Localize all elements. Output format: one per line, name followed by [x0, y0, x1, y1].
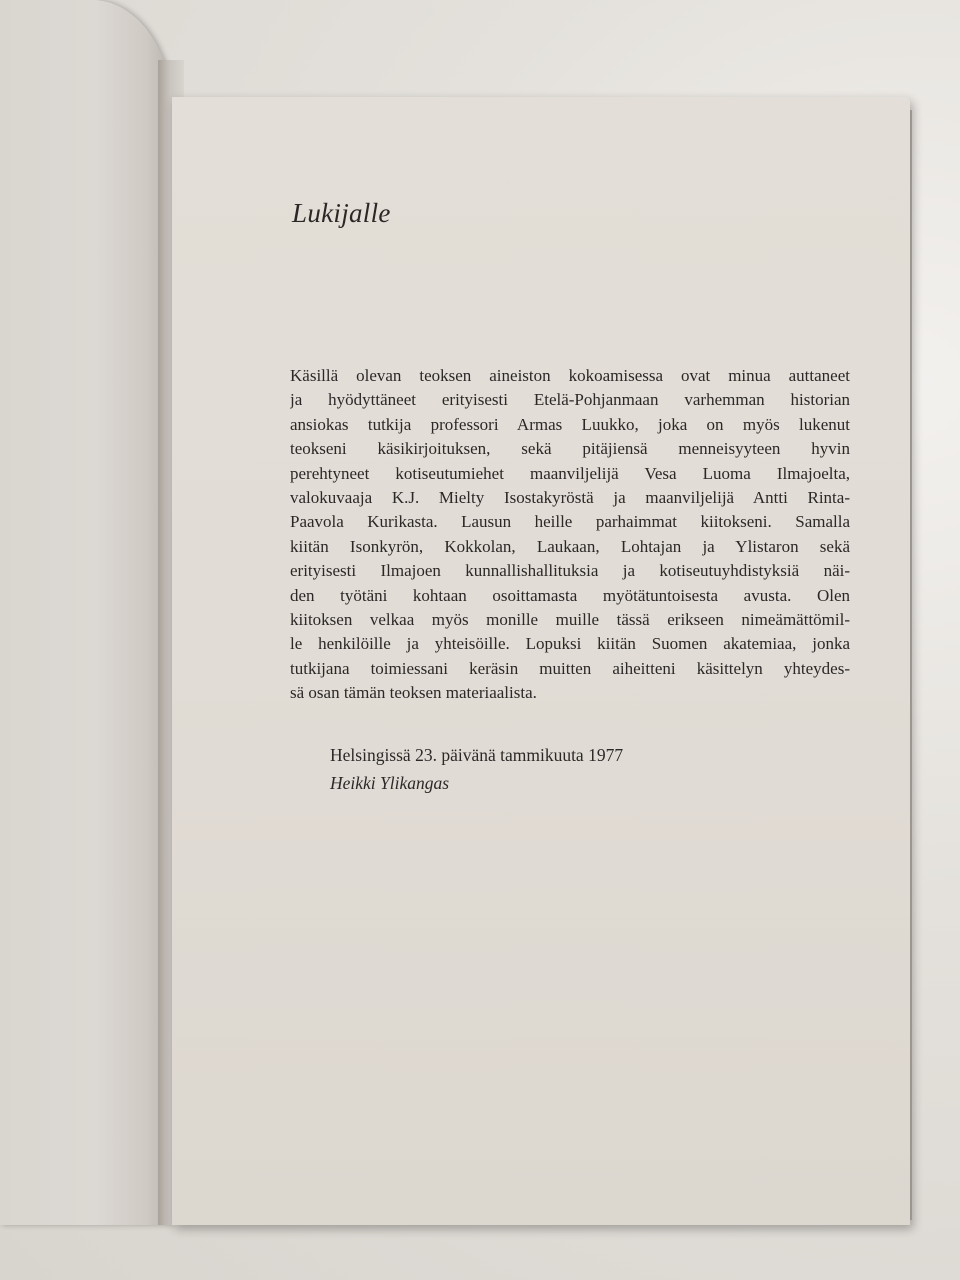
author-name: Heikki Ylikangas: [330, 773, 450, 793]
body-line: tutkijana toimiessani keräsin muitten aiheitteni käsittelyn yhteydes-: [290, 658, 850, 678]
body-line: Käsillä olevan teoksen aineiston kokoamisessa ovat minua auttaneet: [290, 366, 850, 385]
body-line: ansiokas tutkija professori Armas Luukko, joka on myös lukenut: [290, 414, 850, 434]
body-line: erityisesti Ilmajoen kunnallishallituksia ja kotiseutuyhdistyksiä näi-: [290, 561, 850, 581]
body-paragraph: [290, 364, 850, 705]
body-line: perehtyneet kotiseutumiehet maanviljelijä Vesa Luoma Ilmajoelta,: [290, 463, 850, 483]
body-line: den työtäni kohtaan osoittamasta myötätuntoisesta avusta. Olen: [290, 585, 850, 605]
signoff: [330, 741, 623, 797]
body-line: le henkilöille ja yhteisöille. Lopuksi kiitän Suomen akatemiaa, jonka: [290, 634, 850, 654]
left-page: [0, 0, 172, 1225]
page-title: Lukijalle: [292, 198, 391, 228]
body-line: Paavola Kurikasta. Lausun heille parhaimmat kiitokseni. Samalla: [290, 512, 850, 532]
body-line: teokseni käsikirjoituksen, sekä pitäjiensä menneisyyteen hyvin: [290, 439, 850, 459]
body-line: valokuvaaja K.J. Mielty Isostakyröstä ja maanviljelijä Antti Rinta-: [290, 487, 850, 507]
place-date: Helsingissä 23. päivänä tammikuuta 1977: [330, 745, 624, 765]
body-line: kiitoksen velkaa myös monille muille tässä erikseen nimeämättömil-: [290, 609, 850, 629]
body-line: sä osan tämän teoksen materiaalista.: [290, 683, 537, 703]
body-line: kiitän Isonkyrön, Kokkolan, Laukaan, Lohtajan ja Ylistaron sekä: [290, 536, 850, 556]
body-line: ja hyödyttäneet erityisesti Etelä-Pohjanmaan varhemman historian: [290, 390, 850, 410]
